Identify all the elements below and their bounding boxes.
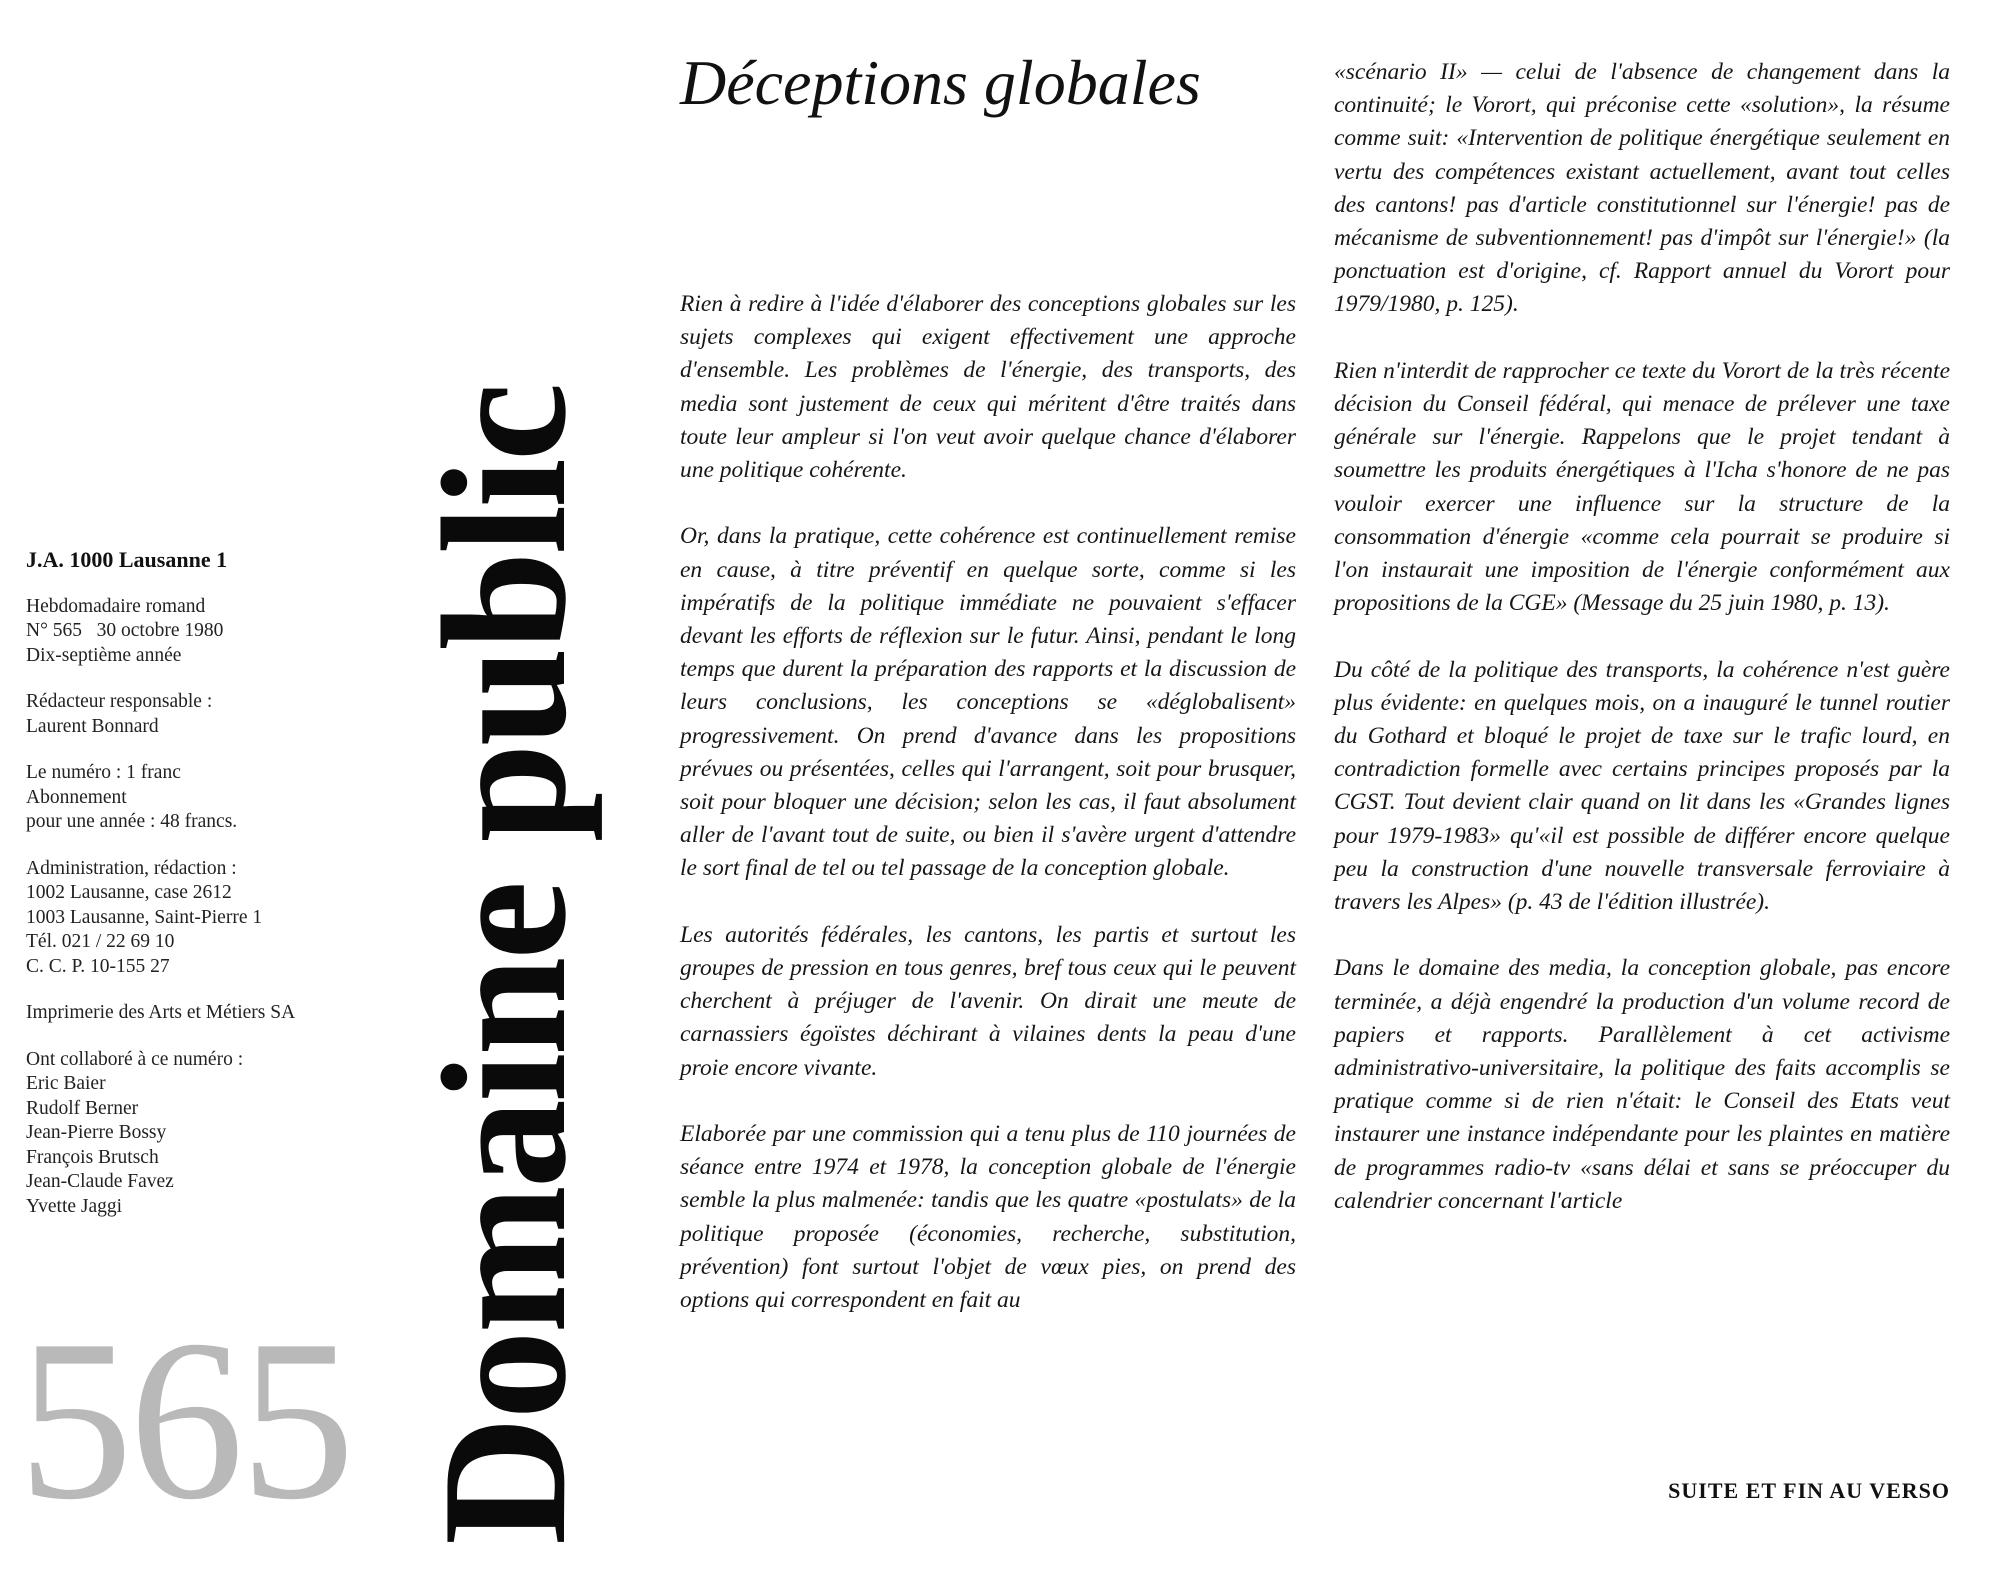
info-line: Administration, rédaction : <box>26 857 237 879</box>
contributor-name: Jean-Pierre Bossy <box>26 1122 167 1143</box>
info-line: Imprimerie des Arts et Métiers SA <box>26 1002 296 1023</box>
continuation-note: SUITE ET FIN AU VERSO <box>1668 1478 1950 1503</box>
contributors-list <box>26 1048 396 1220</box>
info-line: pour une année : 48 francs. <box>26 811 238 832</box>
info-line: 1002 Lausanne, case 2612 <box>26 882 232 903</box>
price-details <box>26 761 396 835</box>
article-paragraph: Elaborée par une commission qui a tenu plus de 110 journées de séance entre 1974 et 1978, la conception globale de l'énergie semble la plus malmenée: tandis que les quatre «postulats» de la politique proposée (économies, recherche, substitution, prévention) font surtout l'objet de vœux pies, on prend des options qui correspondent en fait au <box>680 1121 1296 1314</box>
article-paragraph: Rien n'interdit de rapprocher ce texte du Vorort de la très récente décision du Conseil fédéral, qui menace de prélever une taxe générale sur l'énergie. Rappelons que le projet tendant à soumettre les produits énergétiques à l'Icha s'honore de ne pas vouloir exercer une influence sur la structure de la consommation d'énergie «comme cela pourrait se produire si l'on instaurait une imposition de l'énergie conformément aux propositions de la CGE» (Message du 25 juin 1980, p. 13). <box>1334 357 1950 617</box>
info-line: N° 565 30 octobre 1980 <box>26 620 224 641</box>
info-line: C. C. P. 10-155 27 <box>26 955 170 977</box>
info-line: Laurent Bonnard <box>26 715 159 737</box>
article-paragraph: Or, dans la pratique, cette cohérence est continuellement remise en cause, à titre préventif en quelque sorte, comme si les impératifs de la politique immédiate ne pouvaient s'effacer devant les efforts de réflexion sur le futur. Ainsi, pendant le long temps que durent la préparation des rapports et la discussion de leurs conclusions, les conceptions se «déglobalisent» progressivement. On prend d'avance dans les propositions prévues ou présentées, celles qui l'arrangent, soit pour brusquer, soit pour bloquer une décision; selon les cas, il faut absolument aller de l'avant tout de suite, ou bien il s'avère urgent d'attendre le sort final de tel ou tel passage de la conception globale. <box>680 523 1296 882</box>
article-paragraph: «scénario II» — celui de l'absence de changement dans la continuité; le Vorort, qui préconise cette «solution», la résume comme suit: «Intervention de politique énergétique seulement en vertu des compétences existant actuellement, avant tout celles des cantons! pas d'article constitutionnel sur l'énergie! pas de mécanisme de subventionnement! pas d'impôt sur l'énergie!» (la ponctuation est d'origine, cf. Rapport annuel du Vorort pour 1979/1980, p. 125). <box>1334 59 1950 318</box>
publication-details <box>26 595 396 669</box>
article-column-1 <box>680 288 1296 1317</box>
article-column-2 <box>1334 56 1950 1218</box>
article-paragraph: Dans le domaine des media, la conception globale, pas encore terminée, a déjà engendré la production d'un volume record de papiers et rapports. Parallèlement à cet activisme administrativo-universitaire, la politique des faits accomplis se pratique comme si de rien n'était: le Conseil des Etats veut instaurer une instance indépendante pour les plaintes en matière de programmes radio-tv «sans délai et sans se préoccuper du calendrier concernant l'article <box>1334 955 1950 1214</box>
article-paragraph: Du côté de la politique des transports, la cohérence n'est guère plus évidente: en quelques mois, on a inauguré le tunnel routier du Gothard et bloqué le projet de taxe sur le trafic lourd, en contradiction formelle avec certains principes proposés par la CGST. Tout devient clair quand on lit dans les «Grandes lignes pour 1979-1983» qu'«il est possible de différer encore quelque peu la construction d'une nouvelle transversale ferroviaire à travers les Alpes» (p. 43 de l'édition illustrée). <box>1334 656 1950 916</box>
article-headline: Déceptions globales <box>680 47 1201 118</box>
masthead-title: Domaine public <box>405 385 603 1545</box>
contributor-name: François Brutsch <box>26 1146 159 1168</box>
info-line: 1003 Lausanne, Saint-Pierre 1 <box>26 906 263 928</box>
postal-mark: J.A. 1000 Lausanne 1 <box>26 547 228 572</box>
contributor-name: Eric Baier <box>26 1073 106 1094</box>
contributor-name: Rudolf Berner <box>26 1097 139 1119</box>
printer-details <box>26 1001 396 1026</box>
contributor-name: Jean-Claude Favez <box>26 1171 174 1192</box>
info-line: Ont collaboré à ce numéro : <box>26 1048 244 1070</box>
address-details <box>26 857 396 980</box>
editor-details <box>26 690 396 739</box>
contributor-name: Yvette Jaggi <box>26 1195 123 1217</box>
info-line: Tél. 021 / 22 69 10 <box>26 931 175 952</box>
issue-number: 565 <box>18 1292 351 1547</box>
info-line: Dix-septième année <box>26 644 182 666</box>
info-line: Hebdomadaire romand <box>26 595 206 617</box>
publication-info <box>26 548 396 1241</box>
article-paragraph: Rien à redire à l'idée d'élaborer des conceptions globales sur les sujets complexes qui exigent effectivement une approche d'ensemble. Les problèmes de l'énergie, des transports, des media sont justement de ceux qui méritent d'être traités dans toute leur ampleur si l'on veut avoir quelque chance d'élaborer une politique cohérente. <box>680 291 1296 484</box>
info-line: Le numéro : 1 franc <box>26 762 181 783</box>
article-paragraph: Les autorités fédérales, les cantons, les partis et surtout les groupes de pression en tous genres, bref tous ceux qui le peuvent cherchent à préjuger de l'avenir. On dirait une meute de carnassiers égoïstes déchirant à vilaines dents la peau d'une proie encore vivante. <box>680 921 1296 1081</box>
info-line: Rédacteur responsable : <box>26 691 213 712</box>
info-line: Abonnement <box>26 786 127 808</box>
